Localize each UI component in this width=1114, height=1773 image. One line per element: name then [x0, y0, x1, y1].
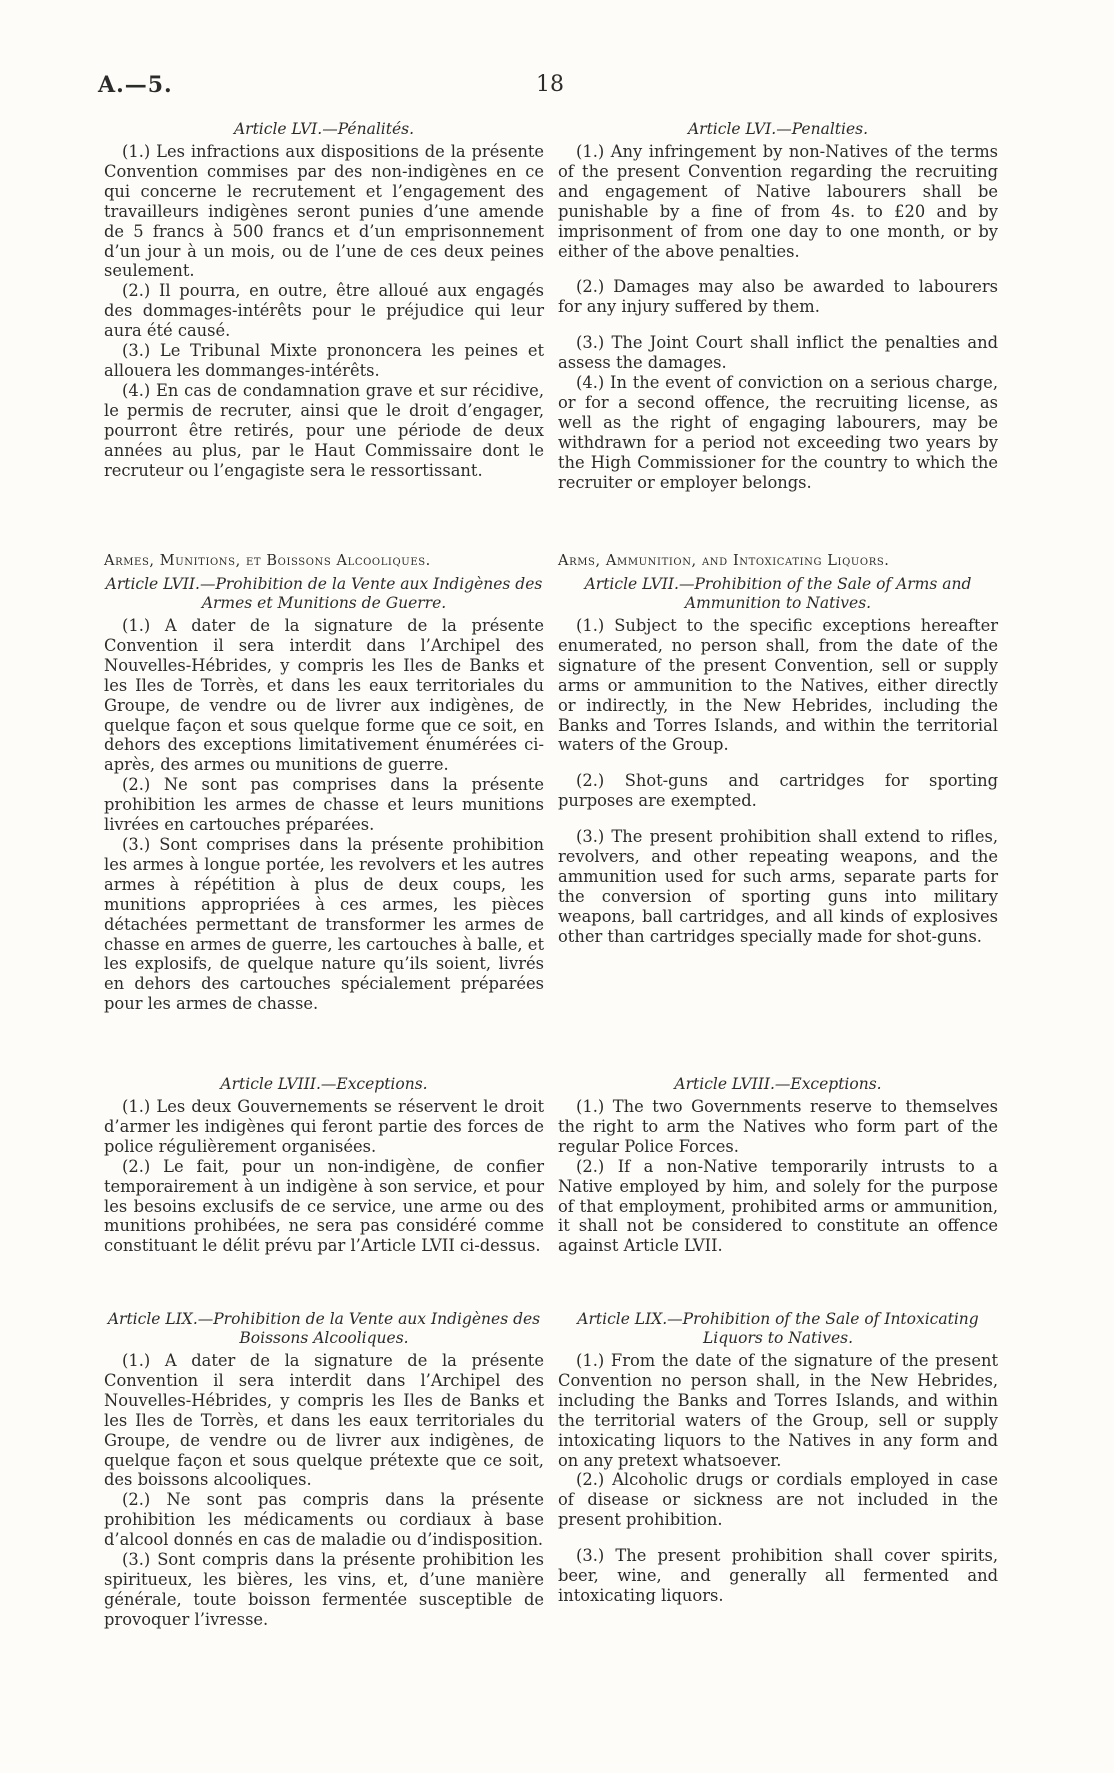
paragraph: (1.) From the date of the signature of the present Convention no person shall, in the New Hebrides, including the Banks and Torres Islands, and within the territorial waters of the Group, sell or supply intoxicating liquors to the Natives in any form and on any pretext whatsoever. [558, 1351, 998, 1470]
paragraph: (3.) The present prohibition shall extend to rifles, revolvers, and other repeating weapons, and the ammunition used for such arms, separate parts for the conversion of sporting guns into military weapons, ball cartridges, and all kinds of explosives other than cartridges specially made for shot-guns. [558, 827, 998, 946]
article-58-en [558, 1075, 998, 1256]
paragraph: (1.) Les infractions aux dispositions de la présente Convention commises par des non-indigènes en ce qui concerne le recrutement et l’engagement des travailleurs indigènes seront punies d’une amende de 5 francs à 500 francs et d’un emprisonnement d’un jour à un mois, ou de l’une de ces deux peines seulement. [104, 142, 544, 281]
paragraph: (3.) Sont comprises dans la présente prohibition les armes à longue portée, les revolvers et les autres armes à répétition à plus de deux coups, les munitions appropriées à ces armes, les pièces détachées permettant de transformer les armes de chasse en armes de guerre, les cartouches à balle, et les explosifs, de quelque nature qu’ils soient, livrés en dehors des cartouches spécialement préparées pour les armes de chasse. [104, 834, 544, 1014]
paragraph: (3.) Le Tribunal Mixte prononcera les peines et allouera les dommanges-intérêts. [104, 341, 544, 380]
article-title: Article LVII.—Prohibition de la Vente aux Indigènes des Armes et Munitions de Guerre. [105, 575, 543, 612]
paragraph: (2.) Shot-guns and cartridges for sporting purposes are exempted. [558, 771, 998, 811]
paragraph: (2.) Alcoholic drugs or cordials employed in case of disease or sickness are not included in the present prohibition. [558, 1470, 998, 1530]
paragraph: (1.) Subject to the specific exceptions hereafter enumerated, no person shall, from the date of the signature of the present Convention, sell or supply arms or ammunition to the Natives, either directly or indirectly, in the New Hebrides, including the Banks and Torres Islands, and within the territorial waters of the Group. [558, 616, 998, 755]
paragraph: (2.) If a non-Native temporarily intrusts to a Native employed by him, and solely for the purpose of that employment, prohibited arms or ammunition, it shall not be considered to constitute an offence against Article LVII. [558, 1156, 998, 1256]
article-59-fr [104, 1310, 544, 1630]
paragraph: (2.) Il pourra, en outre, être alloué aux engagés des dommages-intérêts pour le préjudice qui leur aura été causé. [104, 281, 544, 341]
paragraph: (1.) Any infringement by non-Natives of the terms of the present Convention regarding the recruiting and engagement of Native labourers shall be punishable by a fine of from 4s. to £20 and by imprisonment of from one day to one month, or by either of the above penalties. [558, 142, 998, 261]
article-title: Article LIX.—Prohibition de la Vente aux Indigènes des Boissons Alcooliques. [107, 1310, 541, 1347]
article-title: Article LIX.—Prohibition of the Sale of Intoxicating Liquors to Natives. [577, 1310, 979, 1347]
article-58-fr [104, 1075, 544, 1256]
paragraph: (3.) The Joint Court shall inflict the penalties and assess the damages. [558, 333, 998, 373]
section-heading: Armes, Munitions, et Boissons Alcooliques. [104, 553, 431, 569]
article-title: Article LVI.—Pénalités. [233, 120, 415, 138]
paragraph: (1.) A dater de la signature de la présente Convention il sera interdit dans l’Archipel des Nouvelles-Hébrides, y compris les Iles de Banks et les Iles de Torrès, et dans les eaux territoriales du Groupe, de vendre ou de livrer aux indigènes, de quelque façon et sous quelque forme que ce soit, en dehors des exceptions limitativement énumérées ci-après, des armes ou munitions de guerre. [104, 616, 544, 775]
paragraph: (3.) The present prohibition shall cover spirits, beer, wine, and generally all fermented and intoxicating liquors. [558, 1546, 998, 1605]
paragraph: (2.) Ne sont pas comprises dans la présente prohibition les armes de chasse et leurs munitions livrées en cartouches préparées. [104, 775, 544, 835]
article-56-fr [104, 120, 544, 480]
article-56-en [558, 120, 998, 493]
paragraph: (2.) Le fait, pour un non-indigène, de confier temporairement à un indigène à son service, et pour les besoins exclusifs de ce service, une arme ou des munitions prohibées, ne sera pas considéré comme constituant le délit prévu par l’Article LVII ci-dessus. [104, 1156, 544, 1256]
paragraph: (4.) In the event of conviction on a serious charge, or for a second offence, the recruiting license, as well as the right of engaging labourers, may be withdrawn for a period not exceeding two years by the High Commissioner for the country to which the recruiter or employer belongs. [558, 373, 998, 492]
section-fr [104, 553, 544, 1014]
paragraph: (1.) Les deux Gouvernements se réservent le droit d’armer les indigènes qui feront partie des forces de police régulièrement organisées. [104, 1097, 544, 1156]
page-number: 18 [536, 72, 564, 97]
paragraph: (2.) Ne sont pas compris dans la présente prohibition les médicaments ou cordiaux à base d’alcool donnés en cas de maladie ou d’indisposition. [104, 1490, 544, 1550]
document-reference: A.—5. [98, 72, 173, 98]
section-en [558, 553, 998, 947]
paragraph: (2.) Damages may also be awarded to labourers for any injury suffered by them. [558, 277, 998, 317]
paragraph: (1.) The two Governments reserve to themselves the right to arm the Natives who form part of the regular Police Forces. [558, 1097, 998, 1156]
article-title: Article LVIII.—Exceptions. [220, 1075, 428, 1093]
paragraph: (3.) Sont compris dans la présente prohibition les spiritueux, les bières, les vins, et, d’une manière générale, toute boisson fermentée susceptible de provoquer l’ivresse. [104, 1550, 544, 1629]
article-title: Article LVII.—Prohibition of the Sale of Arms and Ammunition to Natives. [584, 575, 972, 612]
article-title: Article LVIII.—Exceptions. [674, 1075, 882, 1093]
paragraph: (4.) En cas de condamnation grave et sur récidive, le permis de recruter, ainsi que le droit d’engager, pourront être retirés, pour une période de deux années au plus, par le Haut Commissaire dont le recruteur ou l’engagiste sera le ressortissant. [104, 380, 544, 480]
article-59-en [558, 1310, 998, 1606]
section-heading: Arms, Ammunition, and Intoxicating Liquors. [558, 553, 890, 569]
article-title: Article LVI.—Penalties. [687, 120, 869, 138]
paragraph: (1.) A dater de la signature de la présente Convention il sera interdit dans l’Archipel des Nouvelles-Hébrides, y compris les Iles de Banks et les Iles de Torrès, et dans les eaux territoriales du Groupe, de vendre ou de livrer aux indigènes, de quelque façon et sous quelque prétexte que ce soit, des boissons alcooliques. [104, 1351, 544, 1490]
